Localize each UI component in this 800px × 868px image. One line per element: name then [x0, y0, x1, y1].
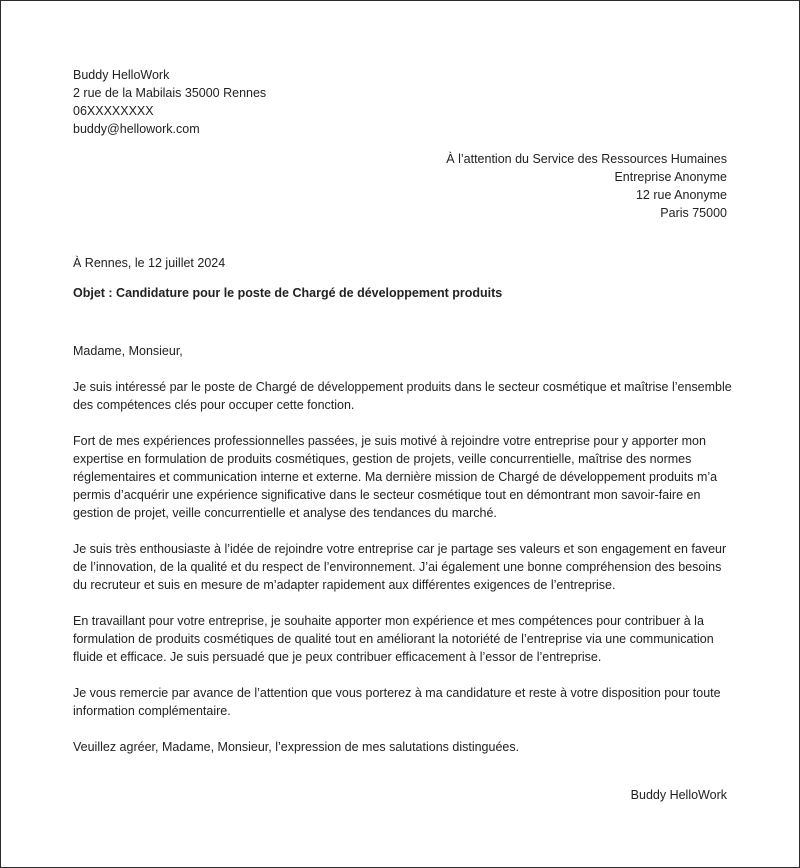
- sender-phone: 06XXXXXXXX: [73, 104, 154, 118]
- body-paragraph: Je suis très enthousiaste à l’idée de rejoindre votre entreprise car je partage ses valeurs et son engagement en faveur de l’innovation, de la qualité et du respect de l’environnement. J’ai également une bonne compréhension des besoins du recruteur et suis en mesure de m’adapter rapidement aux différentes exigences de l’entreprise.: [73, 542, 727, 592]
- salutation: Madame, Monsieur,: [73, 344, 183, 358]
- recipient-street: 12 rue Anonyme: [635, 188, 727, 202]
- body-paragraph: Fort de mes expériences professionnelles passées, je suis motivé à rejoindre votre entreprise pour y apporter mon expertise en formulation de produits cosmétiques, gestion de projets, veille concurrentielle, maîtrise des normes réglementaires et communication interne et externe. Ma dernière mission de Chargé de développement produits m’a permis d’acquérir une expérience significative dans le secteur cosmétique tout en démontrant mon savoir-faire en gestion de projet, veille concurrentielle et analyse des tendances du marché.: [73, 434, 718, 520]
- sender-name: Buddy HelloWork: [73, 68, 170, 82]
- letter-subject: Objet : Candidature pour le poste de Chargé de développement produits: [73, 286, 503, 300]
- date-line: À Rennes, le 12 juillet 2024: [73, 256, 226, 270]
- recipient-attention: À l’attention du Service des Ressources Humaines: [446, 152, 727, 166]
- sender-email: buddy@hellowork.com: [73, 122, 200, 136]
- body-paragraph: Je suis intéressé par le poste de Chargé de développement produits dans le secteur cosmétique et maîtrise l’ensemble des compétences clés pour occuper cette fonction.: [73, 380, 732, 412]
- sender-block: [73, 66, 266, 138]
- recipient-block: [446, 150, 727, 222]
- body-paragraph: Je vous remercie par avance de l’attention que vous porterez à ma candidature et reste à votre disposition pour toute information complémentaire.: [73, 686, 721, 718]
- recipient-company: Entreprise Anonyme: [614, 170, 727, 184]
- signature: Buddy HelloWork: [630, 788, 727, 802]
- sender-address: 2 rue de la Mabilais 35000 Rennes: [73, 86, 267, 100]
- body-paragraph: En travaillant pour votre entreprise, je souhaite apporter mon expérience et mes compétences pour contribuer à la formulation de produits cosmétiques de qualité tout en améliorant la notoriété de l’entreprise via une communication fluide et efficace. Je suis persuadé que je peux contribuer efficacement à l’essor de l’entreprise.: [73, 614, 714, 664]
- closing-formula: Veuillez agréer, Madame, Monsieur, l’expression de mes salutations distinguées.: [73, 740, 520, 754]
- recipient-city: Paris 75000: [660, 206, 727, 220]
- letter-body: [73, 342, 737, 774]
